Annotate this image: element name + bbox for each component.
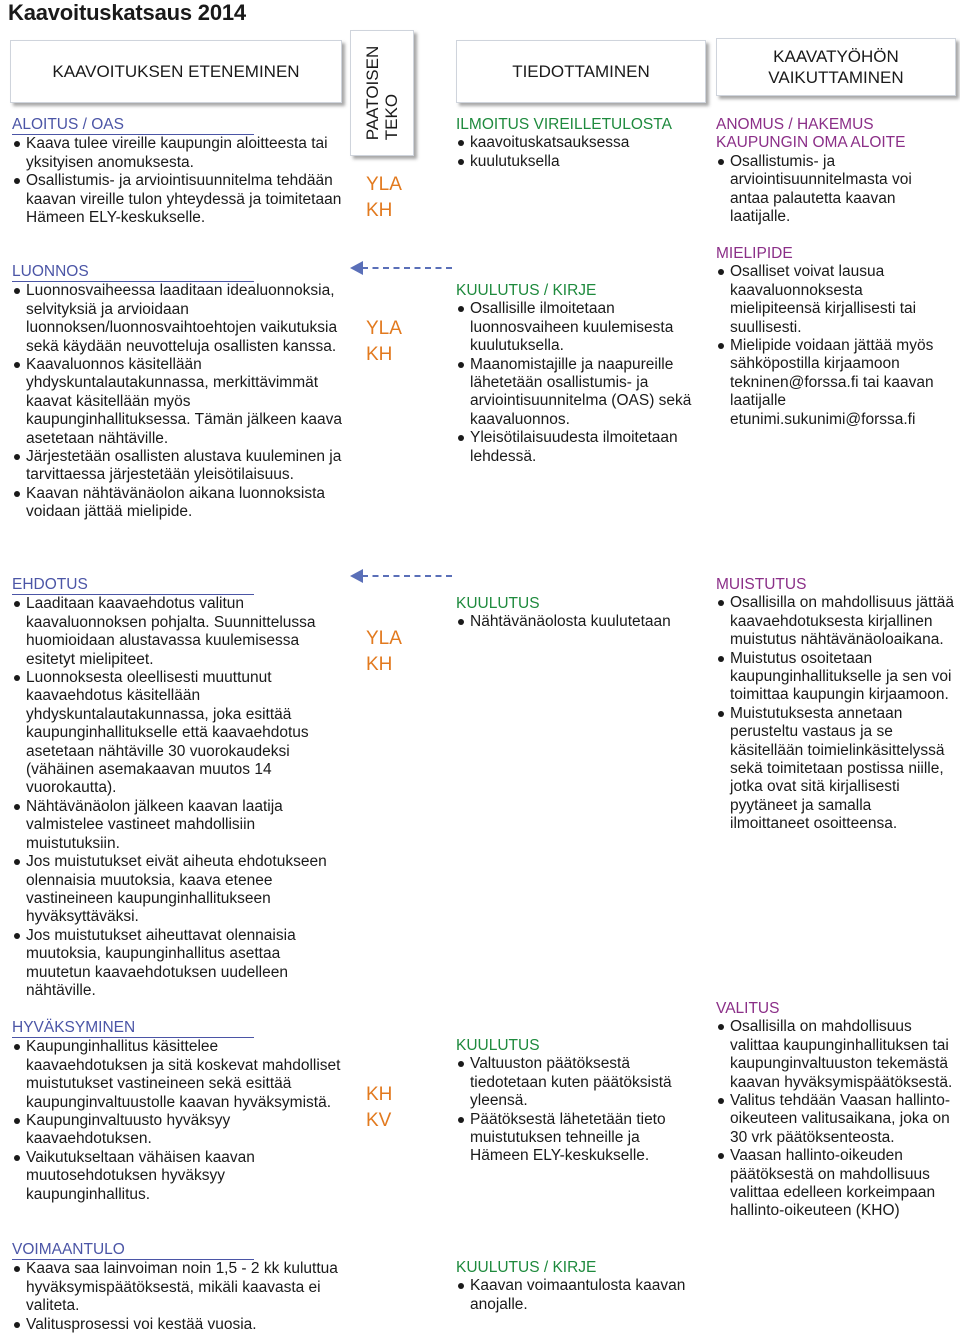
bullet-list (716, 594, 954, 833)
list-item: Osalliset voivat lausua kaavaluonnoksesta mielipiteensä kirjallisesti tai suullisesti. (716, 263, 954, 337)
section-heading: EHDOTUS (12, 576, 254, 595)
section-subheading: KAUPUNGIN OMA ALOITE (716, 134, 906, 152)
decision-maker-yla: YLA (366, 318, 402, 339)
section-heading: VOIMAANTULO (12, 1241, 254, 1260)
list-item: Osallisilla on mahdollisuus jättää kaavaehdotuksesta kirjallinen muistutus nähtävänäoloaikana. (716, 594, 954, 649)
list-item: Valtuuston päätöksestä tiedotetaan kuten päätöksistä yleensä. (456, 1055, 702, 1110)
section-heading: VALITUS (716, 1000, 780, 1017)
section-heading: MUISTUTUS (716, 576, 807, 593)
section-voimaantulo (12, 1241, 342, 1334)
header-kaavoituksen-eteneminen (10, 40, 342, 103)
bullet-list (716, 263, 954, 429)
section-valitus (716, 1000, 954, 1221)
decision-maker-kv: KV (366, 1110, 392, 1131)
header-tiedottaminen (456, 40, 706, 103)
list-item: Maanomistajille ja naapureille lähetetään osallistumis- ja arviointisuunnitelma (OAS) sekä kaavaluonnos. (456, 356, 702, 430)
header-kaavatyohon-vaikuttaminen (716, 38, 956, 96)
list-item: Nähtävänäolon jälkeen kaavan laatija valmistelee vastineet mahdollisiin muistutuksiin. (12, 798, 342, 853)
list-item: Päätöksestä lähetetään tieto muistutuksen tehneille ja Hämeen ELY-keskukselle. (456, 1111, 702, 1166)
section-heading: KUULUTUS / KIRJE (456, 282, 597, 299)
arrow-left-icon (350, 573, 452, 579)
bullet-list (12, 595, 342, 1000)
header-label: KAAVOITUKSEN ETENEMINEN (52, 61, 300, 81)
section-mielipide (716, 245, 954, 429)
bullet-list (12, 1260, 342, 1334)
section-heading: MIELIPIDE (716, 245, 793, 262)
section-kuulutus-hyvaksyminen (456, 1037, 702, 1166)
page-title: Kaavoituskatsaus 2014 (8, 0, 246, 25)
list-item: Osallistumis- ja arviointisuunnitelmasta voi antaa palautetta kaavan laatijalle. (716, 153, 954, 227)
list-item: Kaava saa lainvoiman noin 1,5 - 2 kk kuluttua hyväksymispäätöksestä, mikäli kaavasta ei valiteta. (12, 1260, 342, 1315)
decision-maker-kh: KH (366, 344, 393, 365)
bullet-list (456, 613, 702, 631)
list-item: Mielipide voidaan jättää myös sähköpostilla kirjaamoon tekninen@forssa.fi tai kaavan laatijalle etunimi.sukunimi@forssa.fi (716, 337, 954, 429)
arrow-left-icon (350, 265, 452, 271)
section-kuulutus-voimaantulo (456, 1259, 702, 1314)
section-muistutus (716, 576, 954, 834)
header-line-2: TEKO (382, 93, 401, 141)
bullet-list (12, 1038, 342, 1204)
list-item: Kaavan voimaantulosta kaavan anojalle. (456, 1277, 702, 1314)
list-item: Järjestetään osallisten alustava kuuleminen ja tarvittaessa järjestetään yleisötilaisuus. (12, 448, 342, 485)
list-item: Kaupunginvaltuusto hyväksyy kaavaehdotuksen. (12, 1112, 342, 1149)
bullet-list (12, 135, 342, 227)
list-item: Vaasan hallinto-oikeuden päätöksestä on mahdollisuus valittaa edelleen korkeimpaan hallinto-oikeuteen (KHO) (716, 1147, 954, 1221)
list-item: Yleisötilaisuudesta ilmoitetaan lehdessä. (456, 429, 702, 466)
decision-maker-kh: KH (366, 1084, 393, 1105)
section-heading: ALOITUS / OAS (12, 116, 254, 135)
list-item: Kaupunginhallitus käsittelee kaavaehdotuksen ja sitä koskevat mahdolliset muistutukset vastineineen sekä esittää kaupunginvaltuustolle kaavan hyväksymistä. (12, 1038, 342, 1112)
section-heading: KUULUTUS / KIRJE (456, 1259, 597, 1276)
section-luonnos (12, 263, 342, 522)
header-label-vertical (363, 46, 401, 140)
bullet-list (716, 153, 954, 227)
header-line-1: PAATOISEN (363, 45, 382, 141)
section-aloitus (12, 116, 342, 227)
list-item: Muistutuksesta annetaan perusteltu vastaus ja se käsitellään toimielinkäsittelyssä sekä toimitetaan postissa niille, jotka ovat sitä kirjallisesti pyytäneet ja samalla ilmoittaneet osoitteensa. (716, 705, 954, 834)
list-item: Nähtävänäolosta kuulutetaan (456, 613, 702, 631)
list-item: Muistutus osoitetaan kaupunginhallitukselle ja sen voi toimittaa kaupungin kirjaamoon. (716, 650, 954, 705)
header-line-2: VAIKUTTAMINEN (768, 68, 904, 87)
header-line-1: KAAVATYÖHÖN (773, 47, 899, 66)
decision-maker-yla: YLA (366, 628, 402, 649)
list-item: Jos muistutukset eivät aiheuta ehdotukseen olennaisia muutoksia, kaava etenee vastineineen kaupunginhallitukseen hyväksyttäväksi. (12, 853, 342, 927)
list-item: Luonnosvaiheessa laaditaan idealuonnoksia, selvityksiä ja arvioidaan luonnoksen/luonnosvaihtoehtojen vaikutuksia sekä käydään neuvotteluja osallisten kanssa. (12, 282, 342, 356)
section-heading: ILMOITUS VIREILLETULOSTA (456, 116, 672, 133)
list-item: Luonnoksesta oleellisesti muuttunut kaavaehdotus käsitellään yhdyskuntalautakunnassa, joka esittää kaupunginhallitukselle että kaavaehdotus asetetaan nähtäville 30 vuorokaudeksi (vähäinen asemakaavan muutos 14 vuorokautta). (12, 669, 342, 798)
list-item: Osallistumis- ja arviointisuunnitelma tehdään kaavan vireille tulon yhteydessä ja toimitetaan Hämeen ELY-keskukselle. (12, 172, 342, 227)
list-item: Kaavaluonnos käsitellään yhdyskuntalautakunnassa, merkittävimmät kaavat käsitellään myös kaupunginhallituksessa. Tämän jälkeen kaava asetetaan nähtäville. (12, 356, 342, 448)
section-heading: ANOMUS / HAKEMUS (716, 116, 874, 133)
bullet-list (456, 1277, 702, 1314)
list-item: Kaavan nähtävänäolon aikana luonnoksista voidaan jättää mielipide. (12, 485, 342, 522)
list-item: Jos muistutukset aiheuttavat olennaisia muutoksia, kaupunginhallitus asettaa muutetun kaavaehdotuksen uudelleen nähtäville. (12, 927, 342, 1001)
list-item: Valitus tehdään Vaasan hallinto-oikeuteen valitusaikana, joka on 30 vrk päätöksenteosta. (716, 1092, 954, 1147)
section-ehdotus (12, 576, 342, 1000)
list-item: Laaditaan kaavaehdotus valitun kaavaluonnoksen pohjalta. Suunnittelussa huomioidaan alustavassa kuulemisessa esitetyt mielipiteet. (12, 595, 342, 669)
section-heading: HYVÄKSYMINEN (12, 1019, 254, 1038)
list-item: kuulutuksella (456, 153, 702, 171)
list-item: Osallisilla on mahdollisuus valittaa kaupunginhallituksen tai kaupunginvaltuuston tekemästä kaavan hyväksymispäätöksestä. (716, 1018, 954, 1092)
bullet-list (456, 134, 702, 171)
decision-maker-yla: YLA (366, 174, 402, 195)
bullet-list (456, 300, 702, 466)
section-anomus (716, 116, 954, 226)
header-paatoksen-teko (350, 30, 414, 156)
section-heading: KUULUTUS (456, 1037, 540, 1054)
list-item: Osallisille ilmoitetaan luonnosvaiheen kuulemisesta kuulutuksella. (456, 300, 702, 355)
section-kuulutus-ehdotus (456, 595, 702, 632)
list-item: kaavoituskatsauksessa (456, 134, 702, 152)
list-item: Kaava tulee vireille kaupungin aloitteesta tai yksityisen anomuksesta. (12, 135, 342, 172)
bullet-list (456, 1055, 702, 1165)
section-ilmoitus-vireilletulosta (456, 116, 702, 171)
bullet-list (716, 1018, 954, 1220)
decision-maker-kh: KH (366, 654, 393, 675)
section-hyvaksyminen (12, 1019, 342, 1204)
list-item: Vaikutukseltaan vähäisen kaavan muutosehdotuksen hyväksyy kaupunginhallitus. (12, 1149, 342, 1204)
section-kuulutus-kirje (456, 282, 702, 466)
list-item: Valitusprosessi voi kestää vuosia. (12, 1316, 342, 1334)
decision-maker-kh: KH (366, 200, 393, 221)
header-label: TIEDOTTAMINEN (512, 61, 650, 81)
section-heading: LUONNOS (12, 263, 254, 282)
section-heading: KUULUTUS (456, 595, 540, 612)
bullet-list (12, 282, 342, 521)
